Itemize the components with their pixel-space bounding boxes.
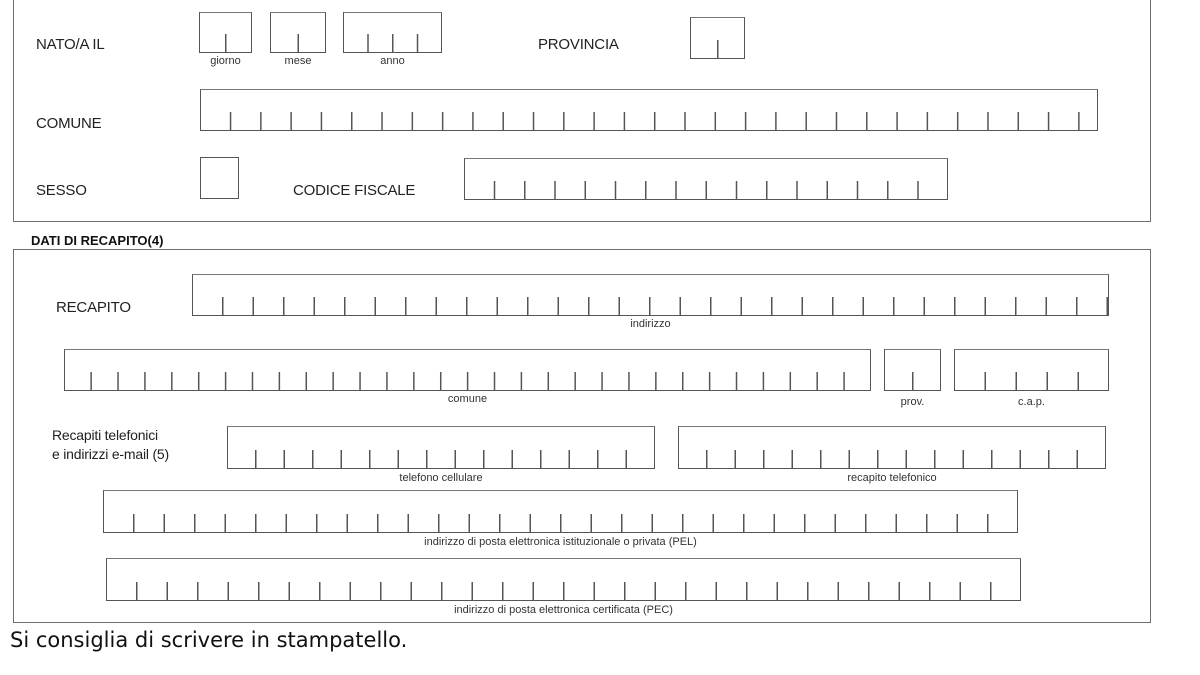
pec-email-caption: indirizzo di posta elettronica certificata (PEC) bbox=[454, 604, 673, 616]
province-field[interactable] bbox=[690, 17, 745, 59]
province-caption: prov. bbox=[900, 396, 925, 408]
pel-email-caption: indirizzo di posta elettronica istituzionale o privata (PEL) bbox=[424, 536, 697, 548]
address-field[interactable] bbox=[192, 274, 1109, 316]
birth-month-caption: mese bbox=[284, 55, 312, 67]
tax-code-label: CODICE FISCALE bbox=[293, 182, 416, 199]
address-caption: indirizzo bbox=[630, 318, 671, 330]
mobile-phone-caption: telefono cellulare bbox=[399, 472, 483, 484]
zip-code-caption: c.a.p. bbox=[1018, 396, 1045, 408]
sex-field[interactable] bbox=[200, 157, 239, 199]
contact-heading: DATI DI RECAPITO(4) bbox=[31, 233, 164, 248]
municipality-caption: comune bbox=[447, 393, 488, 405]
birth-municipality-field[interactable] bbox=[200, 89, 1098, 131]
birth-year-field[interactable] bbox=[343, 12, 442, 53]
pec-email-field[interactable] bbox=[106, 558, 1021, 601]
contact-province-field[interactable] bbox=[884, 349, 941, 391]
mobile-phone-field[interactable] bbox=[227, 426, 655, 469]
zip-code-field[interactable] bbox=[954, 349, 1109, 391]
contact-municipality-field[interactable] bbox=[64, 349, 871, 391]
phone-field[interactable] bbox=[678, 426, 1106, 469]
footer-note: Si consiglia di scrivere in stampatello. bbox=[10, 628, 408, 652]
born-label: NATO/A IL bbox=[36, 36, 105, 53]
birth-month-field[interactable] bbox=[270, 12, 326, 53]
pel-email-field[interactable] bbox=[103, 490, 1018, 533]
province-label: PROVINCIA bbox=[538, 36, 619, 53]
phones-label-line1: Recapiti telefonici bbox=[52, 427, 158, 443]
phone-caption: recapito telefonico bbox=[847, 472, 937, 484]
tax-code-field[interactable] bbox=[464, 158, 948, 200]
birth-day-caption: giorno bbox=[210, 55, 241, 67]
phones-label-line2: e indirizzi e-mail (5) bbox=[52, 446, 169, 462]
municipality-label: COMUNE bbox=[36, 115, 102, 132]
birth-year-caption: anno bbox=[380, 55, 405, 67]
sex-label: SESSO bbox=[36, 182, 87, 199]
address-label: RECAPITO bbox=[56, 299, 131, 316]
birth-day-field[interactable] bbox=[199, 12, 252, 53]
